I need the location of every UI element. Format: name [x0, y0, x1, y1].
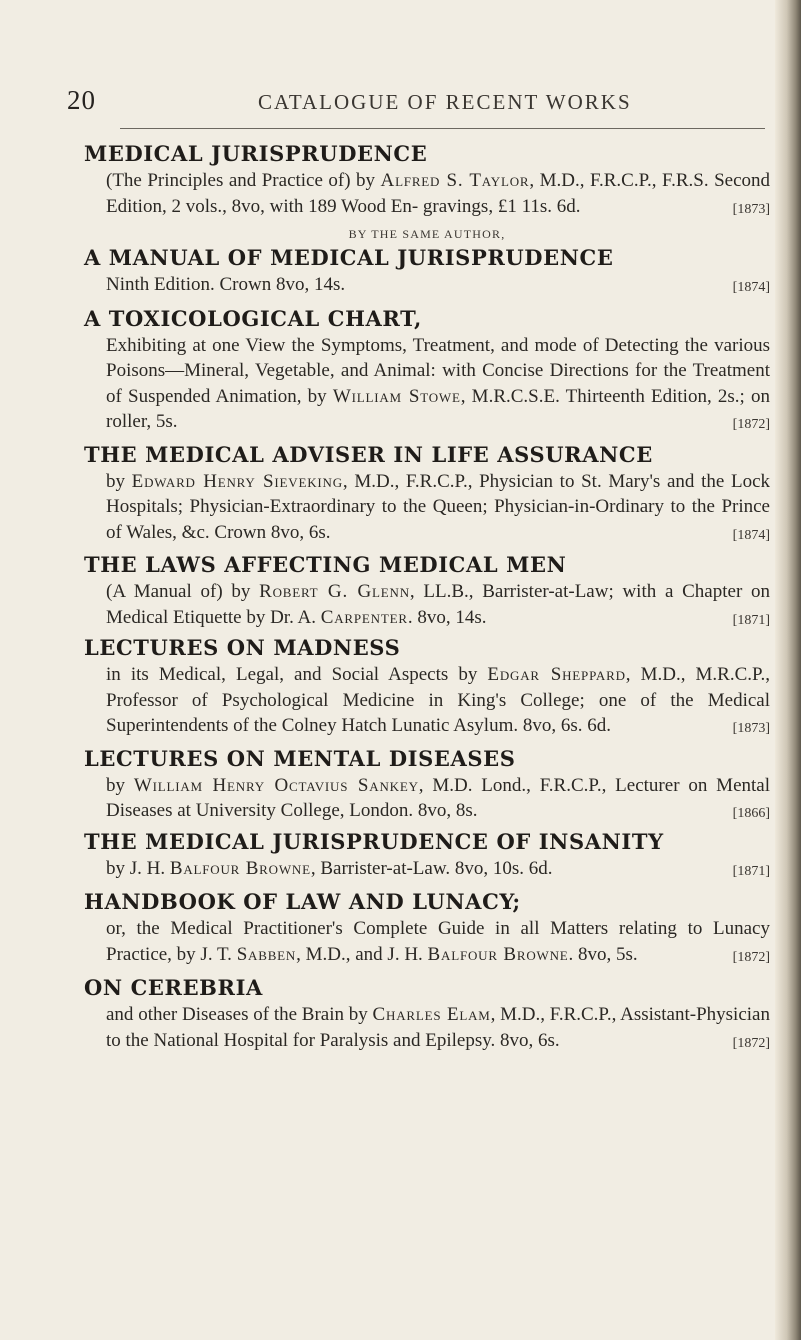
- author-name: Robert G. Glenn: [259, 581, 410, 602]
- publication-year: [1872]: [732, 417, 770, 432]
- catalogue-entry: [84, 441, 770, 546]
- publication-year: [1871]: [732, 863, 770, 879]
- entry-title: THE MEDICAL ADVISER IN LIFE ASSURANCE: [84, 441, 653, 467]
- author-name: Charles Elam: [372, 1004, 491, 1025]
- author-name: Balfour Browne: [427, 943, 569, 965]
- entry-title: THE MEDICAL JURISPRUDENCE OF INSANITY: [84, 828, 664, 854]
- publication-year: [1874]: [732, 280, 770, 295]
- entry-title: MEDICAL JURISPRUDENCE: [84, 141, 428, 166]
- author-name: Edgar Sheppard: [487, 664, 626, 685]
- catalogue-entry: [84, 305, 770, 435]
- catalogue-entry: [84, 828, 770, 882]
- author-name: Sabben: [236, 943, 297, 965]
- entry-title: A TOXICOLOGICAL CHART,: [84, 305, 422, 331]
- entry-description: or, the Medical Practitioner's Complete Guide in all Matters relating to Lunacy Practice, by J. T. Sabben, M.D., and J. H. Balfour Browne. 8vo, 5s. [1872]: [106, 916, 770, 967]
- entry-description: by Edward Henry Sieveking, M.D., F.R.C.P., Physician to St. Mary's and the Lock Hospitals; Physician-Extraordinary to the Queen; Physician-in-Ordinary to the Prince of Wales, &c. Crown 8vo, 6s. [1874]: [106, 469, 770, 546]
- entry-description: in its Medical, Legal, and Social Aspects by Edgar Sheppard, M.D., M.R.C.P., Professor of Psychological Medicine in King's College; one of the Medical Superintendents of the Colney Hatch Lunatic Asylum. 8vo, 6s. 6d. [1873]: [106, 662, 770, 739]
- publication-year: [1874]: [732, 527, 770, 543]
- catalogue-entry: [84, 551, 770, 630]
- author-name: William Henry Octavius Sankey: [133, 774, 419, 796]
- author-name: Balfour Browne: [169, 857, 311, 879]
- publication-year: [1872]: [732, 949, 770, 965]
- publication-year: [1873]: [732, 201, 770, 217]
- catalogue-entry: [84, 634, 770, 739]
- same-author-note: BY THE SAME AUTHOR,: [348, 227, 506, 241]
- publication-year: [1871]: [732, 612, 770, 628]
- author-name: Edward Henry Sieveking: [131, 470, 343, 492]
- entry-description: by William Henry Octavius Sankey, M.D. Lond., F.R.C.P., Lecturer on Mental Diseases at University College, London. 8vo, 8s. [1866]: [106, 773, 770, 824]
- catalogue-entry: [84, 227, 770, 298]
- entry-title: THE LAWS AFFECTING MEDICAL MEN: [84, 552, 567, 577]
- author-name: Alfred S. Taylor: [380, 170, 530, 191]
- entry-description: by J. H. Balfour Browne, Barrister-at-Law. 8vo, 10s. 6d. [1871]: [106, 856, 770, 882]
- entry-title: LECTURES ON MADNESS: [84, 635, 401, 660]
- publication-year: [1866]: [732, 806, 770, 821]
- catalogue-entry: [84, 888, 770, 967]
- page-header: [0, 85, 801, 125]
- publication-year: [1872]: [732, 1035, 770, 1051]
- catalogue-entry: [84, 974, 770, 1053]
- publication-year: [1873]: [732, 721, 770, 736]
- page-edge-shadow: [775, 0, 801, 1340]
- entry-description: (A Manual of) by Robert G. Glenn, LL.B., Barrister-at-Law; with a Chapter on Medical Etiquette by Dr. A. Carpenter. 8vo, 14s. [1871]: [106, 579, 770, 630]
- header-rule: [120, 128, 765, 129]
- entry-title: HANDBOOK OF LAW AND LUNACY;: [84, 889, 521, 914]
- entry-title: A MANUAL OF MEDICAL JURISPRUDENCE: [84, 245, 614, 270]
- running-title: CATALOGUE OF RECENT WORKS: [258, 90, 632, 114]
- entry-title: ON CEREBRIA: [84, 975, 263, 1000]
- page-number: 20: [67, 85, 96, 115]
- catalogue-entry: [84, 745, 770, 824]
- entry-description: and other Diseases of the Brain by Charles Elam, M.D., F.R.C.P., Assistant-Physician to the National Hospital for Paralysis and Epilepsy. 8vo, 6s. [1872]: [106, 1002, 770, 1053]
- catalogue-listing: [84, 140, 770, 1056]
- entry-title: LECTURES ON MENTAL DISEASES: [84, 745, 516, 771]
- entry-description: Ninth Edition. Crown 8vo, 14s. [1874]: [106, 272, 770, 298]
- author-name: William Stowe: [332, 385, 461, 407]
- catalogue-entry: [84, 140, 770, 219]
- author-name: Carpenter: [320, 606, 408, 628]
- entry-description: (The Principles and Practice of) by Alfred S. Taylor, M.D., F.R.C.P., F.R.S. Second Edition, 2 vols., 8vo, with 189 Wood En- gravings, £1 11s. 6d. [1873]: [106, 168, 770, 219]
- entry-description: Exhibiting at one View the Symptoms, Treatment, and mode of Detecting the various Poisons—Mineral, Vegetable, and Animal: with Concise Directions for the Treatment of Suspended Animation, by William Stowe, M.R.C.S.E. Thirteenth Edition, 2s.; on roller, 5s. [1872]: [106, 333, 770, 435]
